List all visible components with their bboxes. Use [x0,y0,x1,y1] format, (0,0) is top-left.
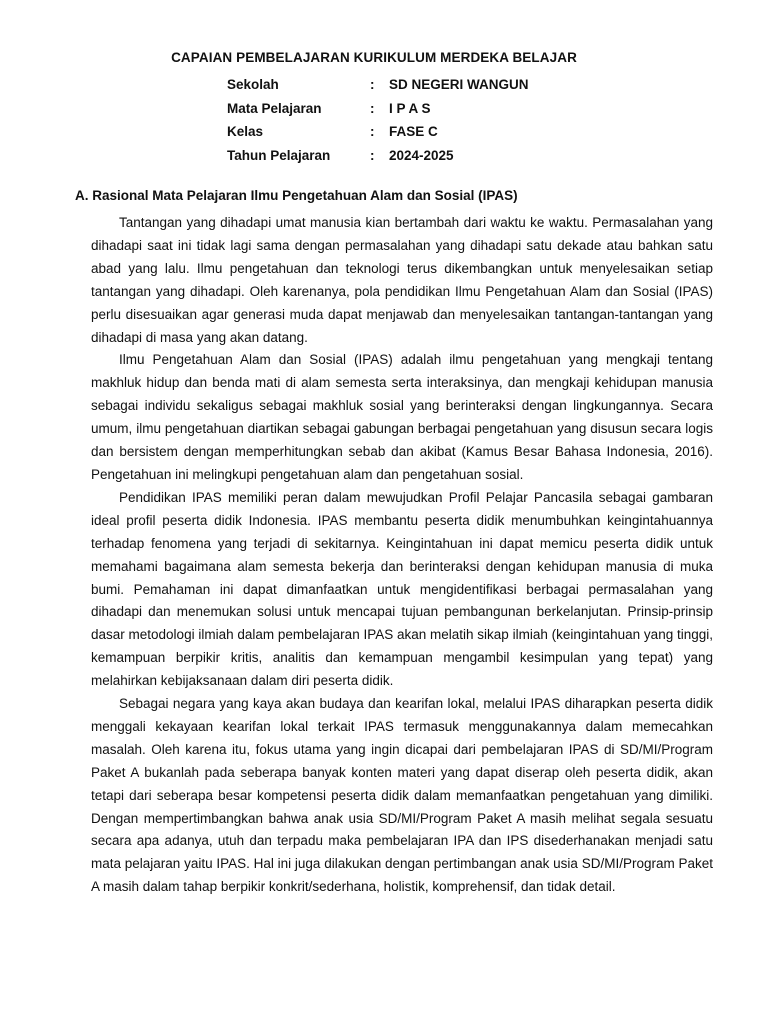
meta-label: Mata Pelajaran [227,100,322,116]
meta-row-subject [227,97,529,121]
meta-row-class [227,120,529,144]
paragraph: Tantangan yang dihadapi umat manusia kian bertambah dari waktu ke waktu. Permasalahan yang dihadapi saat ini tidak lagi sama dengan permasalahan yang dihadapi satu dekade atau bahkan satu abad yang lalu. Ilmu pengetahuan dan teknologi terus dikembangkan untuk menyelesaikan setiap tantangan yang dihadapi. Oleh karenanya, pola pendidikan Ilmu Pengetahuan Alam dan Sosial (IPAS) perlu disesuaikan agar generasi muda dapat menjawab dan menyelesaikan tantangan-tantangan yang dihadapi di masa yang akan datang. [91,215,713,345]
meta-separator: : [370,147,375,163]
meta-value: SD NEGERI WANGUN [389,77,529,93]
meta-row-year [227,144,529,168]
meta-separator: : [370,100,375,116]
meta-separator: : [370,77,375,93]
meta-label: Sekolah [227,77,279,93]
meta-value: 2024-2025 [389,147,454,163]
document-meta-table [227,73,529,167]
meta-label: Tahun Pelajaran [227,147,331,163]
section-heading: A. Rasional Mata Pelajaran Ilmu Pengetahuan Alam dan Sosial (IPAS) [75,188,518,203]
meta-value: I P A S [389,100,431,116]
meta-label: Kelas [227,124,264,140]
meta-separator: : [370,124,375,140]
meta-row-school [227,73,529,97]
paragraph: Sebagai negara yang kaya akan budaya dan kearifan lokal, melalui IPAS diharapkan peserta didik menggali kekayaan kearifan lokal terkait IPAS termasuk menggunakannya dalam memecahkan masalah. Oleh karena itu, fokus utama yang ingin dicapai dari pembelajaran IPAS di SD/MI/Program Paket A bukanlah pada seberapa banyak konten materi yang dapat diserap oleh peserta didik, akan tetapi dari seberapa besar kompetensi peserta didik dalam memanfaatkan pengetahuan yang dimiliki. Dengan mempertimbangkan bahwa anak usia SD/MI/Program Paket A masih melihat segala sesuatu secara apa adanya, utuh dan terpadu maka pembelajaran IPA dan IPS disederhanakan menjadi satu mata pelajaran yaitu IPAS. Hal ini juga dilakukan dengan pertimbangan anak usia SD/MI/Program Paket A masih dalam tahap berpikir konkrit/sederhana, holistik, komprehensif, dan tidak detail. [91,696,713,895]
paragraph: Ilmu Pengetahuan Alam dan Sosial (IPAS) adalah ilmu pengetahuan yang mengkaji tentang makhluk hidup dan benda mati di alam semesta serta interaksinya, dan mengkaji kehidupan manusia sebagai individu sekaligus sebagai makhluk sosial yang berinteraksi dengan lingkungannya. Secara umum, ilmu pengetahuan diartikan sebagai gabungan berbagai pengetahuan yang disusun secara logis dan bersistem dengan memperhitungkan sebab dan akibat (Kamus Besar Bahasa Indonesia, 2016). Pengetahuan ini melingkupi pengetahuan alam dan pengetahuan sosial. [91,352,713,482]
paragraph: Pendidikan IPAS memiliki peran dalam mewujudkan Profil Pelajar Pancasila sebagai gambaran ideal profil peserta didik Indonesia. IPAS membantu peserta didik menumbuhkan keingintahuannya terhadap fenomena yang terjadi di sekitarnya. Keingintahuan ini dapat memicu peserta didik untuk memahami bagaimana alam semesta bekerja dan berinteraksi dengan kehidupan manusia di muka bumi. Pemahaman ini dapat dimanfaatkan untuk mengidentifikasi berbagai permasalahan yang dihadapi dan menemukan solusi untuk mencapai tujuan pembangunan berkelanjutan. Prinsip-prinsip dasar metodologi ilmiah dalam pembelajaran IPAS akan melatih sikap ilmiah (keingintahuan yang tinggi, kemampuan berpikir kritis, analitis dan kemampuan mengambil kesimpulan yang tepat) yang melahirkan kebijaksanaan dalam diri peserta didik. [91,489,713,689]
document-title: CAPAIAN PEMBELAJARAN KURIKULUM MERDEKA BELAJAR [171,50,577,65]
meta-value: FASE C [389,124,438,140]
section-body [91,212,713,899]
